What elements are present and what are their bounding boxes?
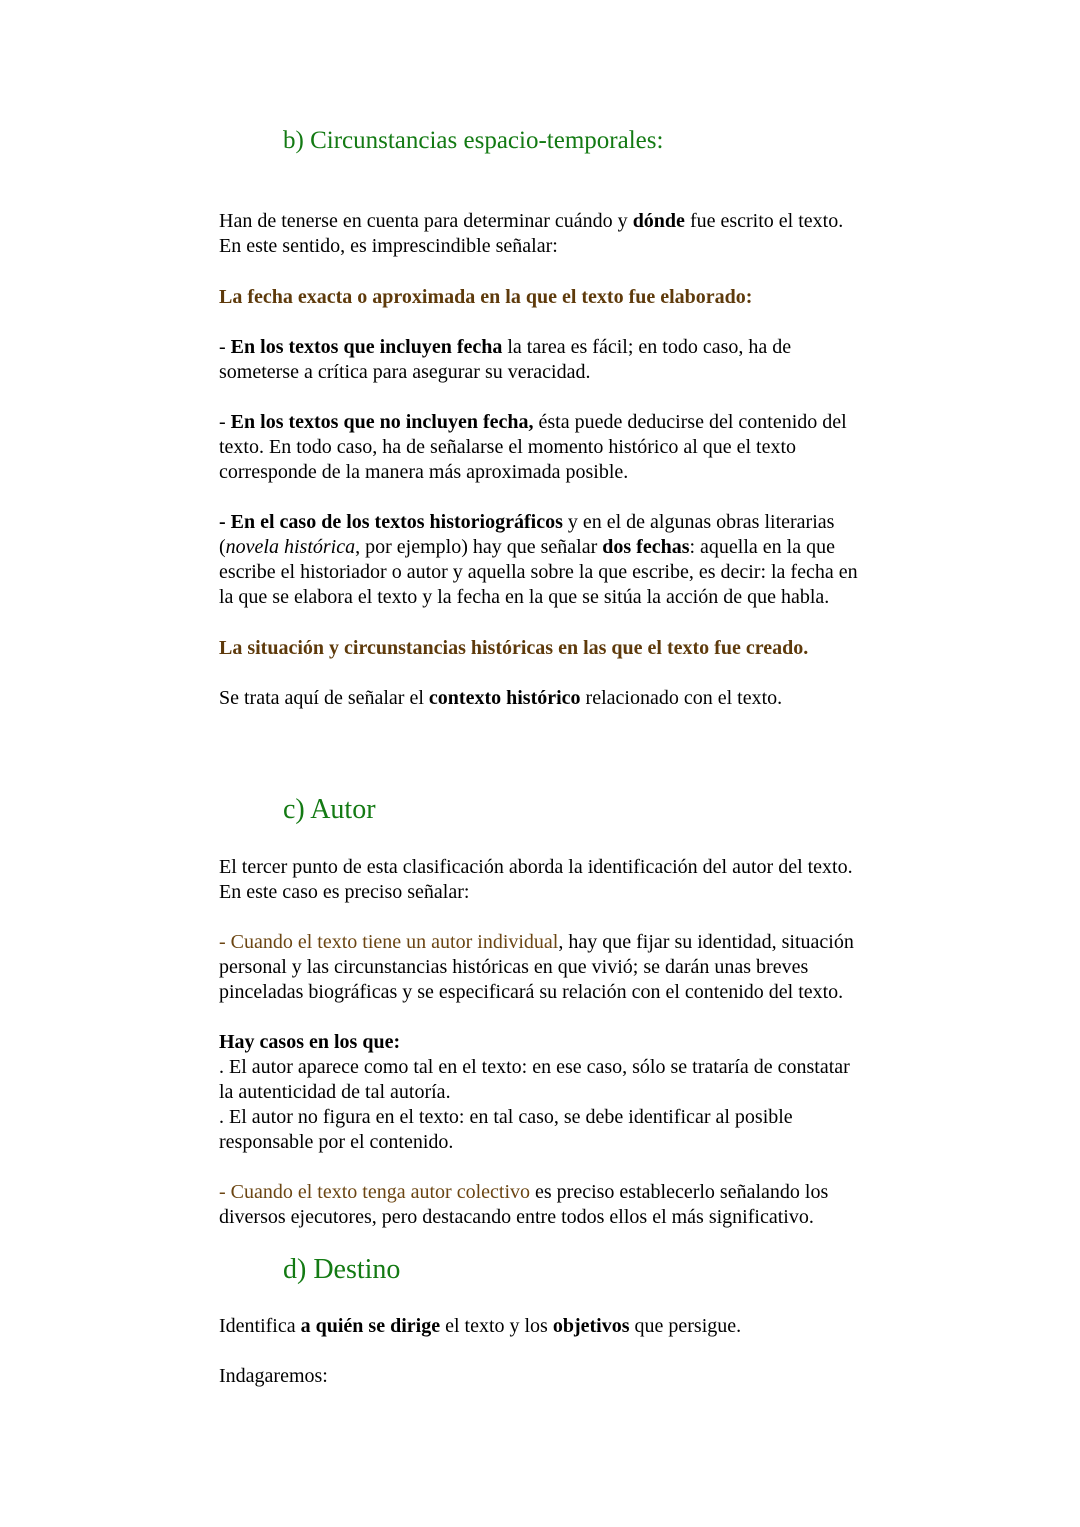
paragraph-destino	[219, 1314, 939, 1339]
text-line	[219, 410, 939, 435]
bold-text: En los textos que no incluyen fecha,	[230, 411, 534, 433]
bold-text: En los textos que incluyen fecha	[230, 336, 503, 358]
section-heading-circunstancias: b) Circunstancias espacio-temporales:	[283, 127, 664, 154]
bold-title: Hay casos en los que:	[219, 1031, 401, 1053]
text-span: fue escrito el texto.	[684, 210, 844, 232]
text-line: personal y las circunstancias históricas en que vivió; se darán unas breves	[219, 956, 809, 978]
text-span: es preciso establecerlo señalando los	[530, 1181, 829, 1203]
text-span: el texto y los	[440, 1315, 553, 1337]
dash: -	[219, 336, 231, 358]
text-span: ésta puede deducirse del contenido del	[533, 411, 847, 433]
text-line	[219, 335, 939, 360]
text-line: la autenticidad de tal autoría.	[219, 1081, 451, 1103]
highlighted-text: - Cuando el texto tiene un autor individual	[219, 931, 559, 953]
text-line	[219, 930, 939, 955]
text-line	[219, 535, 939, 560]
italic-text: novela histórica	[225, 536, 356, 558]
text-span: y en el de algunas obras literarias	[562, 511, 835, 533]
text-span: la tarea es fácil; en todo caso, ha de	[502, 336, 792, 358]
paragraph-intro-c	[219, 855, 939, 905]
text-line: corresponde de la manera más aproximada posible.	[219, 461, 629, 483]
text-span: Se trata aquí de señalar el	[219, 687, 429, 709]
subheading-situacion: La situación y circunstancias históricas en las que el texto fue creado.	[219, 637, 809, 659]
paragraph-intro-b	[219, 209, 939, 259]
text-line: escribe el historiador o autor y aquella sobre la que escribe, es decir: la fecha en	[219, 561, 858, 583]
text-line: En este caso es preciso señalar:	[219, 881, 470, 903]
bold-text: contexto histórico	[428, 687, 581, 709]
text-span: que persigue.	[629, 1315, 742, 1337]
paragraph-autor-colectivo	[219, 1180, 939, 1230]
paragraph-autor-individual	[219, 930, 939, 1005]
text-line: la que se elabora el texto y la fecha en la que se sitúa la acción de que habla.	[219, 586, 830, 608]
paragraph-casos	[219, 1030, 939, 1155]
text-line: texto. En todo caso, ha de señalarse el momento histórico al que el texto	[219, 436, 797, 458]
text-line	[219, 209, 939, 234]
text-line: . El autor aparece como tal en el texto: en ese caso, sólo se trataría de constatar	[219, 1056, 850, 1078]
text-line: En este sentido, es imprescindible señalar:	[219, 235, 558, 257]
text-span: , hay que fijar su identidad, situación	[558, 931, 854, 953]
dash: -	[219, 411, 231, 433]
text-span: Identifica	[219, 1315, 301, 1337]
text-line: pinceladas biográficas y se especificará su relación con el contenido del texto.	[219, 981, 844, 1003]
bold-text: dónde	[632, 210, 685, 232]
bold-text: a quién se dirige	[300, 1315, 441, 1337]
text-span: : aquella en la que	[689, 536, 835, 558]
text-line: someterse a crítica para asegurar su veracidad.	[219, 361, 591, 383]
text-line: diversos ejecutores, pero destacando entre todos ellos el más significativo.	[219, 1206, 814, 1228]
text-span: , por ejemplo) hay que señalar	[355, 536, 603, 558]
bold-text: objetivos	[552, 1315, 630, 1337]
paragraph-item-con-fecha	[219, 335, 939, 385]
text-line: responsable por el contenido.	[219, 1131, 454, 1153]
section-heading-autor: c) Autor	[283, 794, 376, 825]
text-line: . El autor no figura en el texto: en tal caso, se debe identificar al posible	[219, 1106, 793, 1128]
text-line: El tercer punto de esta clasificación aborda la identificación del autor del texto.	[219, 856, 853, 878]
bold-text: - En el caso de los textos historiográficos	[219, 511, 563, 533]
text-line	[219, 510, 939, 535]
paragraph-indagaremos: Indagaremos:	[219, 1365, 328, 1387]
section-heading-destino: d) Destino	[283, 1254, 401, 1285]
subheading-fecha: La fecha exacta o aproximada en la que el texto fue elaborado:	[219, 286, 753, 308]
paragraph-item-historiograficos	[219, 510, 939, 610]
text-span: relacionado con el texto.	[580, 687, 783, 709]
text-span: (	[219, 536, 226, 558]
paragraph-contexto	[219, 686, 939, 711]
bold-text: dos fechas	[602, 536, 690, 558]
text-line	[219, 1180, 939, 1205]
highlighted-text: - Cuando el texto tenga autor colectivo	[219, 1181, 531, 1203]
paragraph-item-sin-fecha	[219, 410, 939, 485]
text-span: Han de tenerse en cuenta para determinar cuándo y	[219, 210, 633, 232]
